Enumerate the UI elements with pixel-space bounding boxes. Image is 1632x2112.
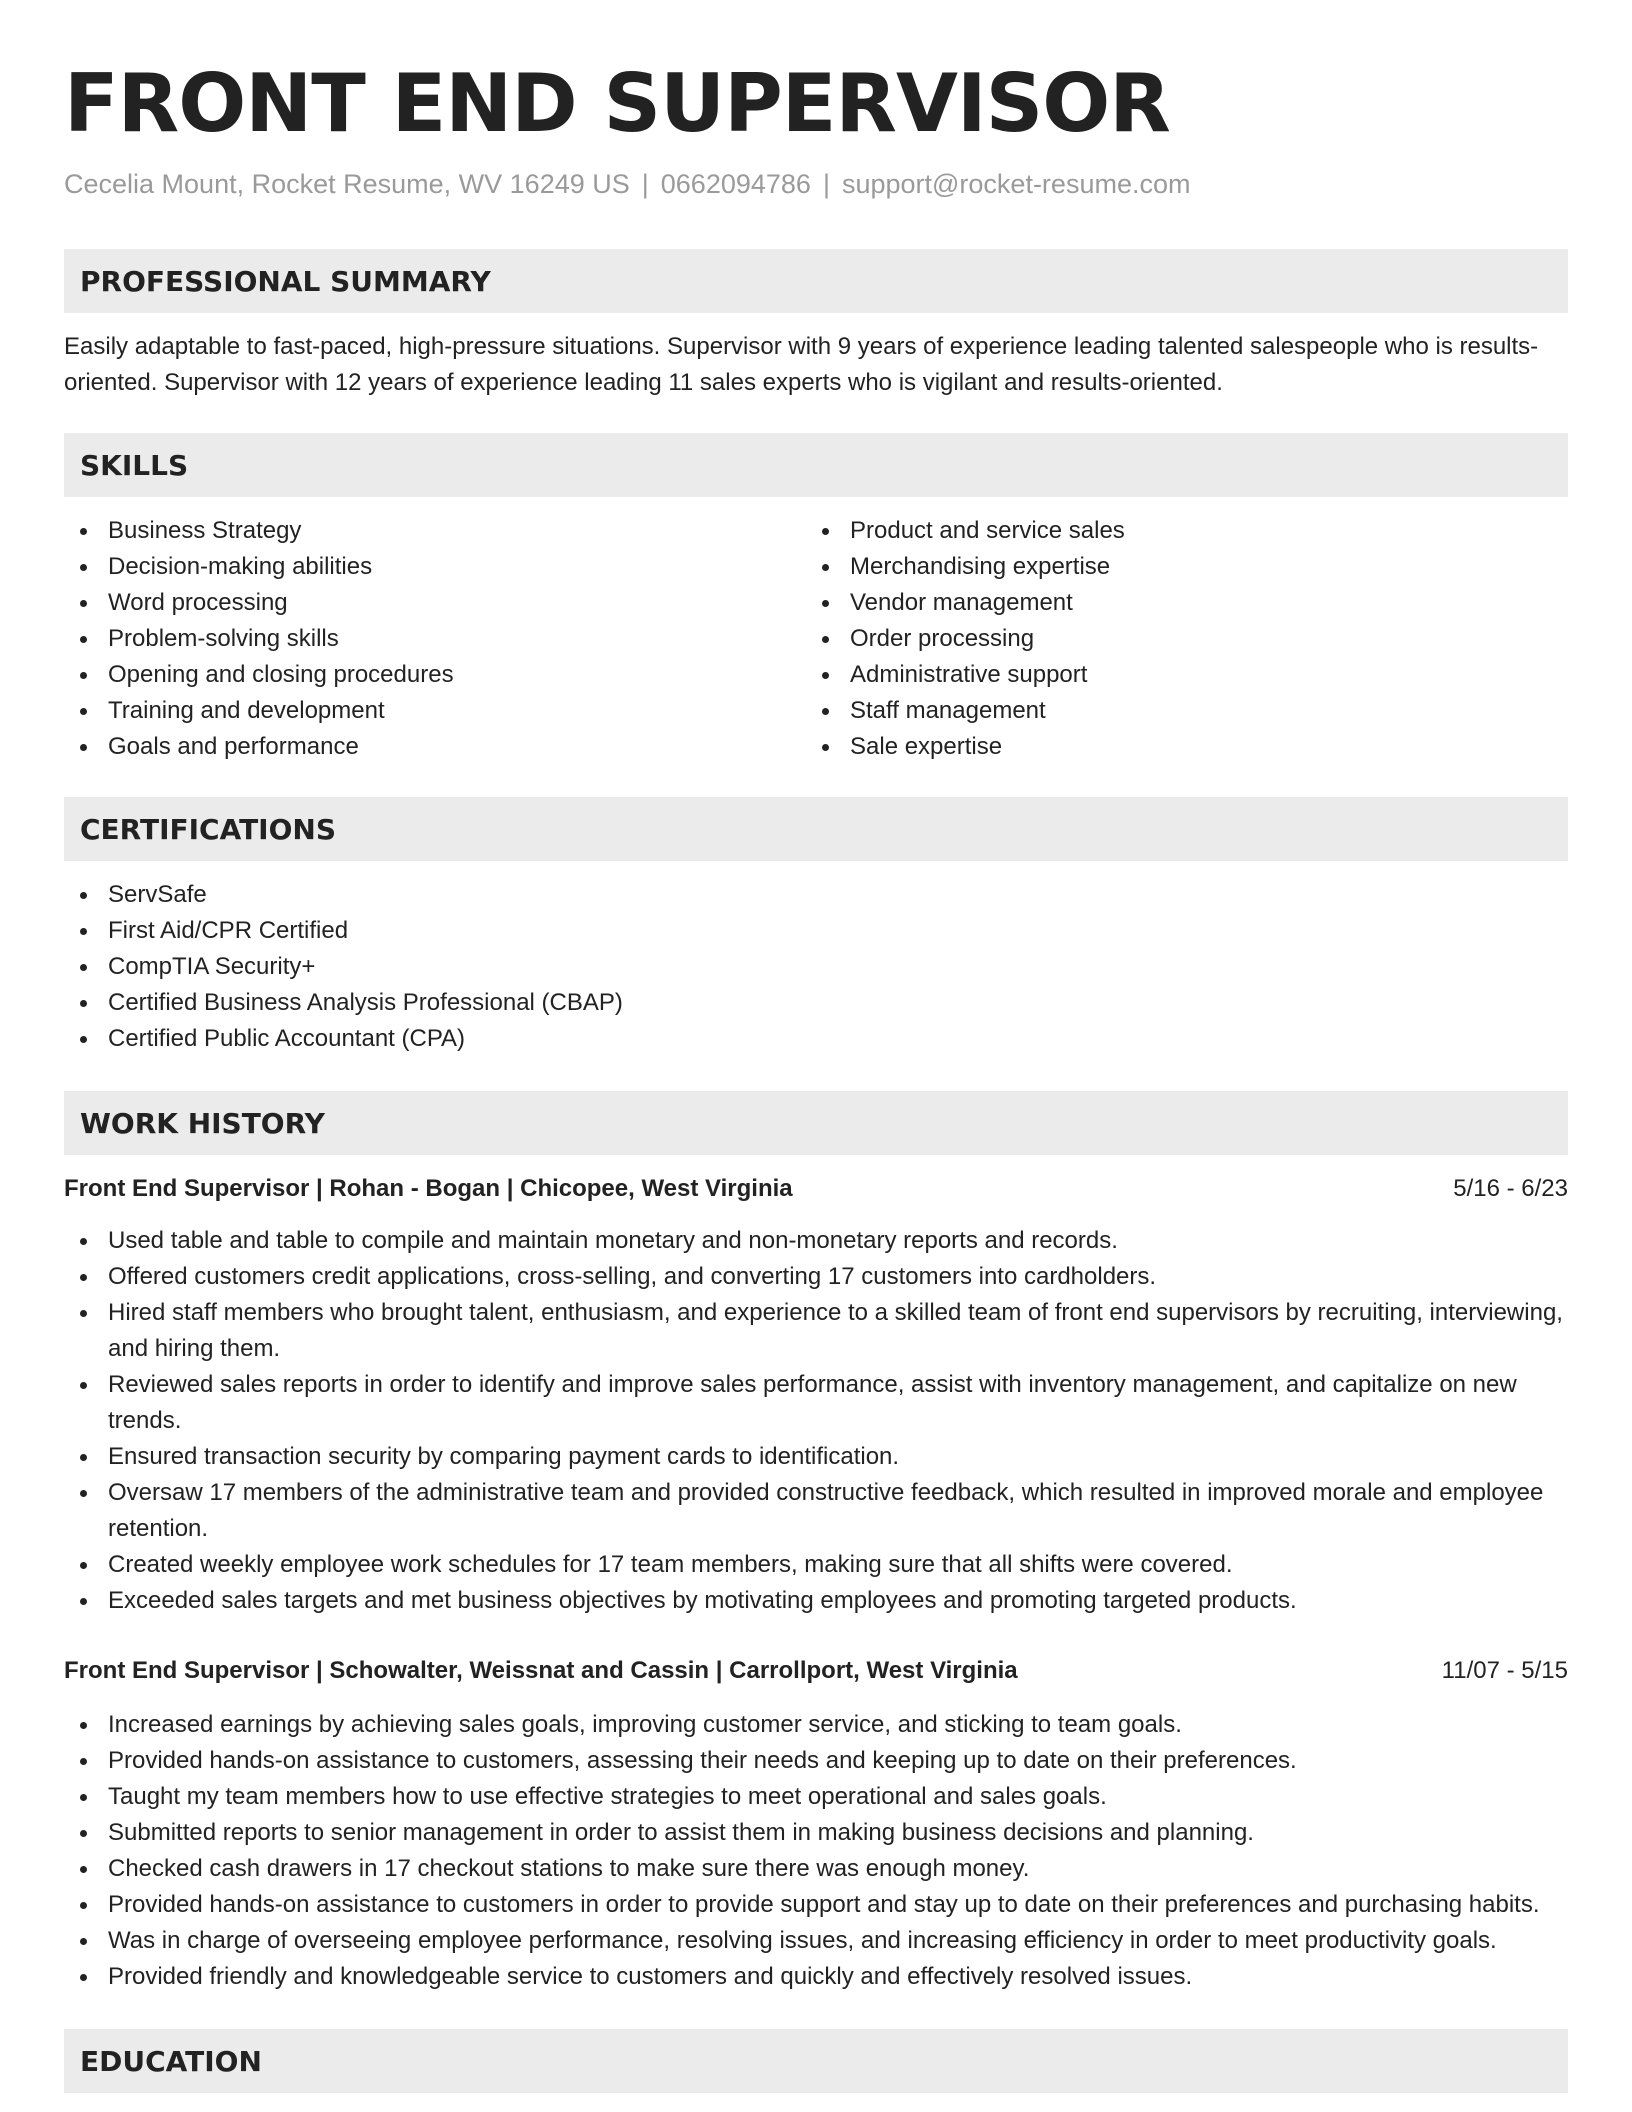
contact-separator: |	[822, 169, 830, 199]
skill-item: Vendor management	[806, 585, 1548, 621]
job-heading: Front End Supervisor | Schowalter, Weissnat and Cassin | Carrollport, West Virginia	[64, 1657, 1018, 1684]
section-header-skills: SKILLS	[64, 433, 1568, 497]
contact-line	[64, 166, 1568, 202]
job-bullet: Ensured transaction security by comparing payment cards to identification.	[64, 1439, 1568, 1475]
job-bullet: Taught my team members how to use effective strategies to meet operational and sales goals.	[64, 1779, 1568, 1815]
skill-item: Merchandising expertise	[806, 549, 1548, 585]
job-bullet: Submitted reports to senior management in order to assist them in making business decisions and planning.	[64, 1815, 1568, 1851]
job-bullet: Exceeded sales targets and met business objectives by motivating employees and promoting targeted products.	[64, 1583, 1568, 1619]
skill-item: Goals and performance	[64, 729, 806, 765]
job-bullet: Reviewed sales reports in order to identify and improve sales performance, assist with inventory management, and capitalize on new trends.	[64, 1367, 1568, 1439]
job-bullet: Provided friendly and knowledgeable service to customers and quickly and effectively resolved issues.	[64, 1959, 1568, 1995]
job-bullet: Increased earnings by achieving sales goals, improving customer service, and sticking to team goals.	[64, 1707, 1568, 1743]
section-header-work-history: WORK HISTORY	[64, 1091, 1568, 1155]
job-bullet: Oversaw 17 members of the administrative team and provided constructive feedback, which resulted in improved morale and employee retention.	[64, 1475, 1568, 1547]
certification-item: CompTIA Security+	[64, 949, 1568, 985]
job-bullet: Offered customers credit applications, cross-selling, and converting 17 customers into cardholders.	[64, 1259, 1568, 1295]
job-bullet: Provided hands-on assistance to customers in order to provide support and stay up to date on their preferences and purchasing habits.	[64, 1887, 1568, 1923]
skill-item: Order processing	[806, 621, 1548, 657]
job-bullet: Checked cash drawers in 17 checkout stations to make sure there was enough money.	[64, 1851, 1568, 1887]
skill-item: Problem-solving skills	[64, 621, 806, 657]
contact-email: support@rocket-resume.com	[841, 169, 1191, 199]
job-heading: Front End Supervisor | Rohan - Bogan | Chicopee, West Virginia	[64, 1175, 793, 1202]
contact-separator: |	[641, 169, 649, 199]
job-entry	[64, 1171, 1568, 1619]
section-header-summary: PROFESSIONAL SUMMARY	[64, 249, 1568, 313]
skill-item: Product and service sales	[806, 513, 1548, 549]
job-heading-row	[64, 1653, 1568, 1689]
job-bullet: Used table and table to compile and maintain monetary and non-monetary reports and records.	[64, 1223, 1568, 1259]
section-header-education: EDUCATION	[64, 2029, 1568, 2093]
job-heading-row	[64, 1171, 1568, 1207]
contact-address: Cecelia Mount, Rocket Resume, WV 16249 US	[64, 169, 630, 199]
job-bullets	[64, 1223, 1568, 1619]
job-bullets	[64, 1707, 1568, 1995]
certification-item: First Aid/CPR Certified	[64, 913, 1568, 949]
summary-text: Easily adaptable to fast-paced, high-pressure situations. Supervisor with 9 years of experience leading talented salespeople who is results-oriented. Supervisor with 12 years of experience leading 11 sales experts who is vigilant and results-oriented.	[64, 333, 1539, 396]
skills-grid	[64, 513, 1568, 765]
resume-name: FRONT END SUPERVISOR	[64, 57, 1170, 150]
certification-item: Certified Business Analysis Professional (CBAP)	[64, 985, 1568, 1021]
certification-item: ServSafe	[64, 877, 1568, 913]
job-bullet: Was in charge of overseeing employee performance, resolving issues, and increasing efficiency in order to meet productivity goals.	[64, 1923, 1568, 1959]
section-header-certifications: CERTIFICATIONS	[64, 797, 1568, 861]
certification-item: Certified Public Accountant (CPA)	[64, 1021, 1568, 1057]
skill-item: Opening and closing procedures	[64, 657, 806, 693]
job-dates: 5/16 - 6/23	[1453, 1175, 1568, 1202]
skill-item: Word processing	[64, 585, 806, 621]
skill-item: Training and development	[64, 693, 806, 729]
certifications-list	[64, 877, 1568, 1057]
job-dates: 11/07 - 5/15	[1441, 1657, 1568, 1684]
skill-item: Administrative support	[806, 657, 1548, 693]
skill-item: Sale expertise	[806, 729, 1548, 765]
job-bullet: Hired staff members who brought talent, enthusiasm, and experience to a skilled team of front end supervisors by recruiting, interviewing, and hiring them.	[64, 1295, 1568, 1367]
job-entry	[64, 1653, 1568, 1995]
contact-phone: 0662094786	[660, 169, 811, 199]
job-bullet: Provided hands-on assistance to customers, assessing their needs and keeping up to date on their preferences.	[64, 1743, 1568, 1779]
skill-item: Staff management	[806, 693, 1548, 729]
skills-list-right	[806, 513, 1548, 765]
skill-item: Decision-making abilities	[64, 549, 806, 585]
job-bullet: Created weekly employee work schedules for 17 team members, making sure that all shifts were covered.	[64, 1547, 1568, 1583]
skill-item: Business Strategy	[64, 513, 806, 549]
skills-list-left	[64, 513, 806, 765]
